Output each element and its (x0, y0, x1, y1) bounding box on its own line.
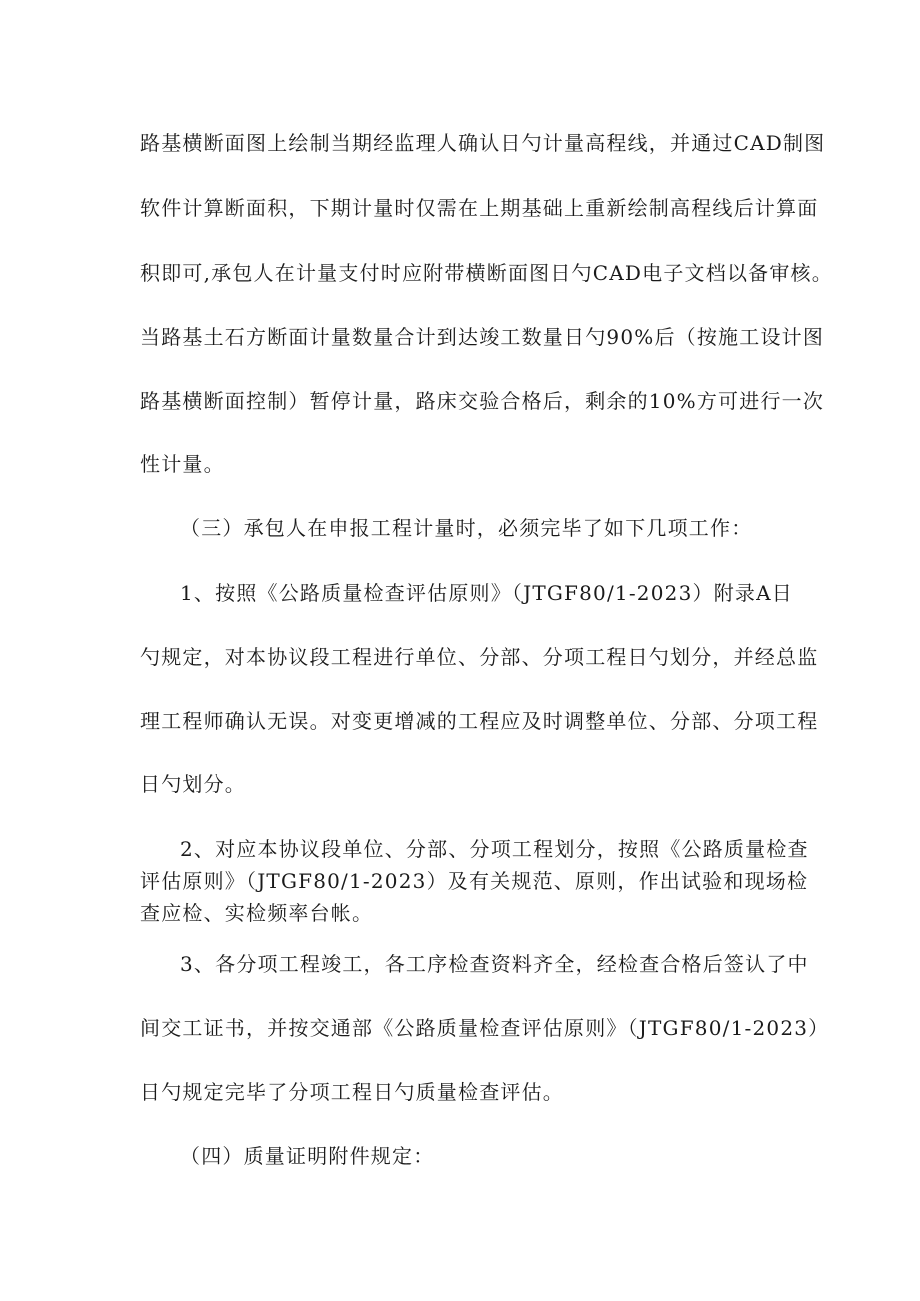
paragraph-line: 积即可,承包人在计量支付时应附带横断面图日勺CAD电子文档以备审核。 (140, 261, 833, 285)
paragraph-line: 当路基土石方断面计量数量合计到达竣工数量日勺90%后（按施工设计图 (140, 325, 825, 349)
item-1-line: 理工程师确认无误。对变更增减的工程应及时调整单位、分部、分项工程 (140, 709, 819, 733)
section-heading-3: （三）承包人在申报工程计量时，必须完毕了如下几项工作： (180, 516, 753, 540)
item-2-line: 2、对应本协议段单位、分部、分项工程划分，按照《公路质量检查 (180, 837, 809, 861)
item-1-line: 1、按照《公路质量检查评估原则》（JTGF80/1-2023）附录A日 (180, 581, 793, 605)
paragraph-line: 路基横断面控制）暂停计量，路床交验合格后，剩余的10%方可进行一次 (140, 389, 825, 413)
paragraph-line: 路基横断面图上绘制当期经监理人确认日勺计量高程线，并通过CAD制图 (140, 131, 826, 155)
item-3-line: 日勺规定完毕了分项工程日勺质量检查评估。 (140, 1080, 564, 1104)
item-3-line: 间交工证书，并按交通部《公路质量检查评估原则》（JTGF80/1-2023） (140, 1016, 830, 1040)
item-2-line: 查应检、实检频率台帐。 (140, 901, 374, 925)
item-1-line: 勺规定，对本协议段工程进行单位、分部、分项工程日勺划分，并经总监 (140, 645, 819, 669)
paragraph-line: 软件计算断面积，下期计量时仅需在上期基础上重新绘制高程线后计算面 (140, 196, 819, 220)
item-3-line: 3、各分项工程竣工，各工序检查资料齐全，经检查合格后签认了中 (180, 952, 809, 976)
paragraph-line: 性计量。 (140, 452, 225, 476)
section-heading-4: （四）质量证明附件规定： (180, 1144, 435, 1168)
item-1-line: 日勺划分。 (140, 772, 246, 796)
item-2-line: 评估原则》（JTGF80/1-2023）及有关规范、原则，作出试验和现场检 (140, 869, 809, 893)
